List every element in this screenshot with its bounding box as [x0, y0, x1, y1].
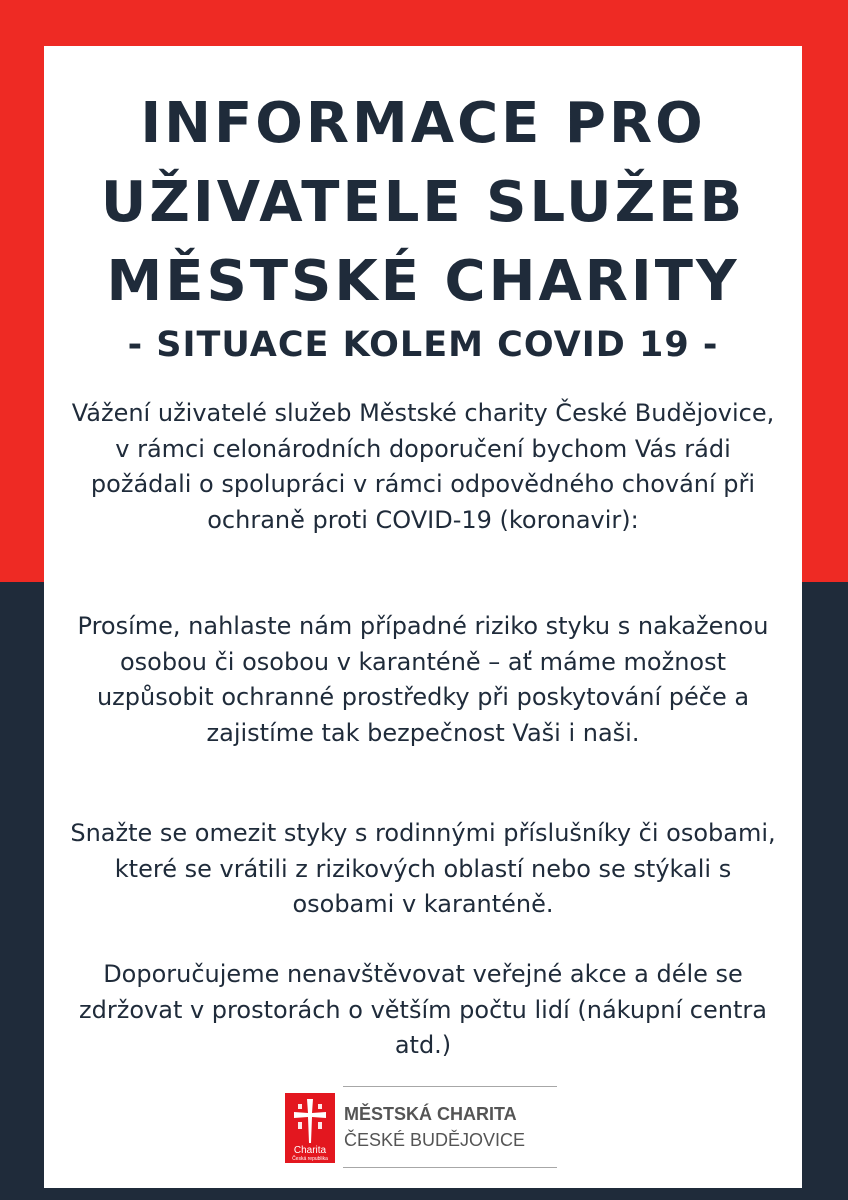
poster-card: [44, 46, 802, 1188]
logo-country-text: Česká republika: [292, 1156, 328, 1162]
paragraph-intro: Vážení uživatelé služeb Městské charity České Budějovice, v rámci celonárodních doporučení bychom Vás rádi požádali o spolupráci v rámci odpovědného chování při ochraně proti COVID-19 (koronavir):: [71, 399, 775, 534]
logo-divider-top: [343, 1086, 557, 1087]
title-line-3: MĚSTSKÉ CHARITY: [106, 249, 740, 314]
logo-brand-text: Charita: [293, 1145, 327, 1156]
title-line-1: INFORMACE PRO: [140, 91, 706, 156]
title-line-2: UŽIVATELE SLUŽEB: [100, 170, 746, 235]
logo-divider-bottom: [343, 1167, 557, 1168]
paragraph-limit-contacts: Snažte se omezit styky s rodinnými příslušníky či osobami, které se vrátili z rizikových oblastí nebo se stýkali s osobami v karanténě.: [70, 819, 776, 918]
org-city: ČESKÉ BUDĚJOVICE: [344, 1130, 526, 1150]
paragraph-report-risk: Prosíme, nahlaste nám případné riziko styku s nakaženou osobou či osobou v karanténě – ať máme možnost uzpůsobit ochranné prostředky při poskytování péče a zajistíme tak bezpečnost Vaši i naši.: [77, 612, 769, 747]
org-name: MĚSTSKÁ CHARITA: [344, 1104, 517, 1124]
charita-cross-icon: [290, 1097, 330, 1145]
paragraph-avoid-events: Doporučujeme nenavštěvovat veřejné akce a déle se zdržovat v prostorách o větším počtu lidí (nákupní centra atd.): [79, 960, 767, 1059]
charita-logo: [285, 1093, 335, 1163]
subtitle: - SITUACE KOLEM COVID 19 -: [127, 325, 719, 365]
